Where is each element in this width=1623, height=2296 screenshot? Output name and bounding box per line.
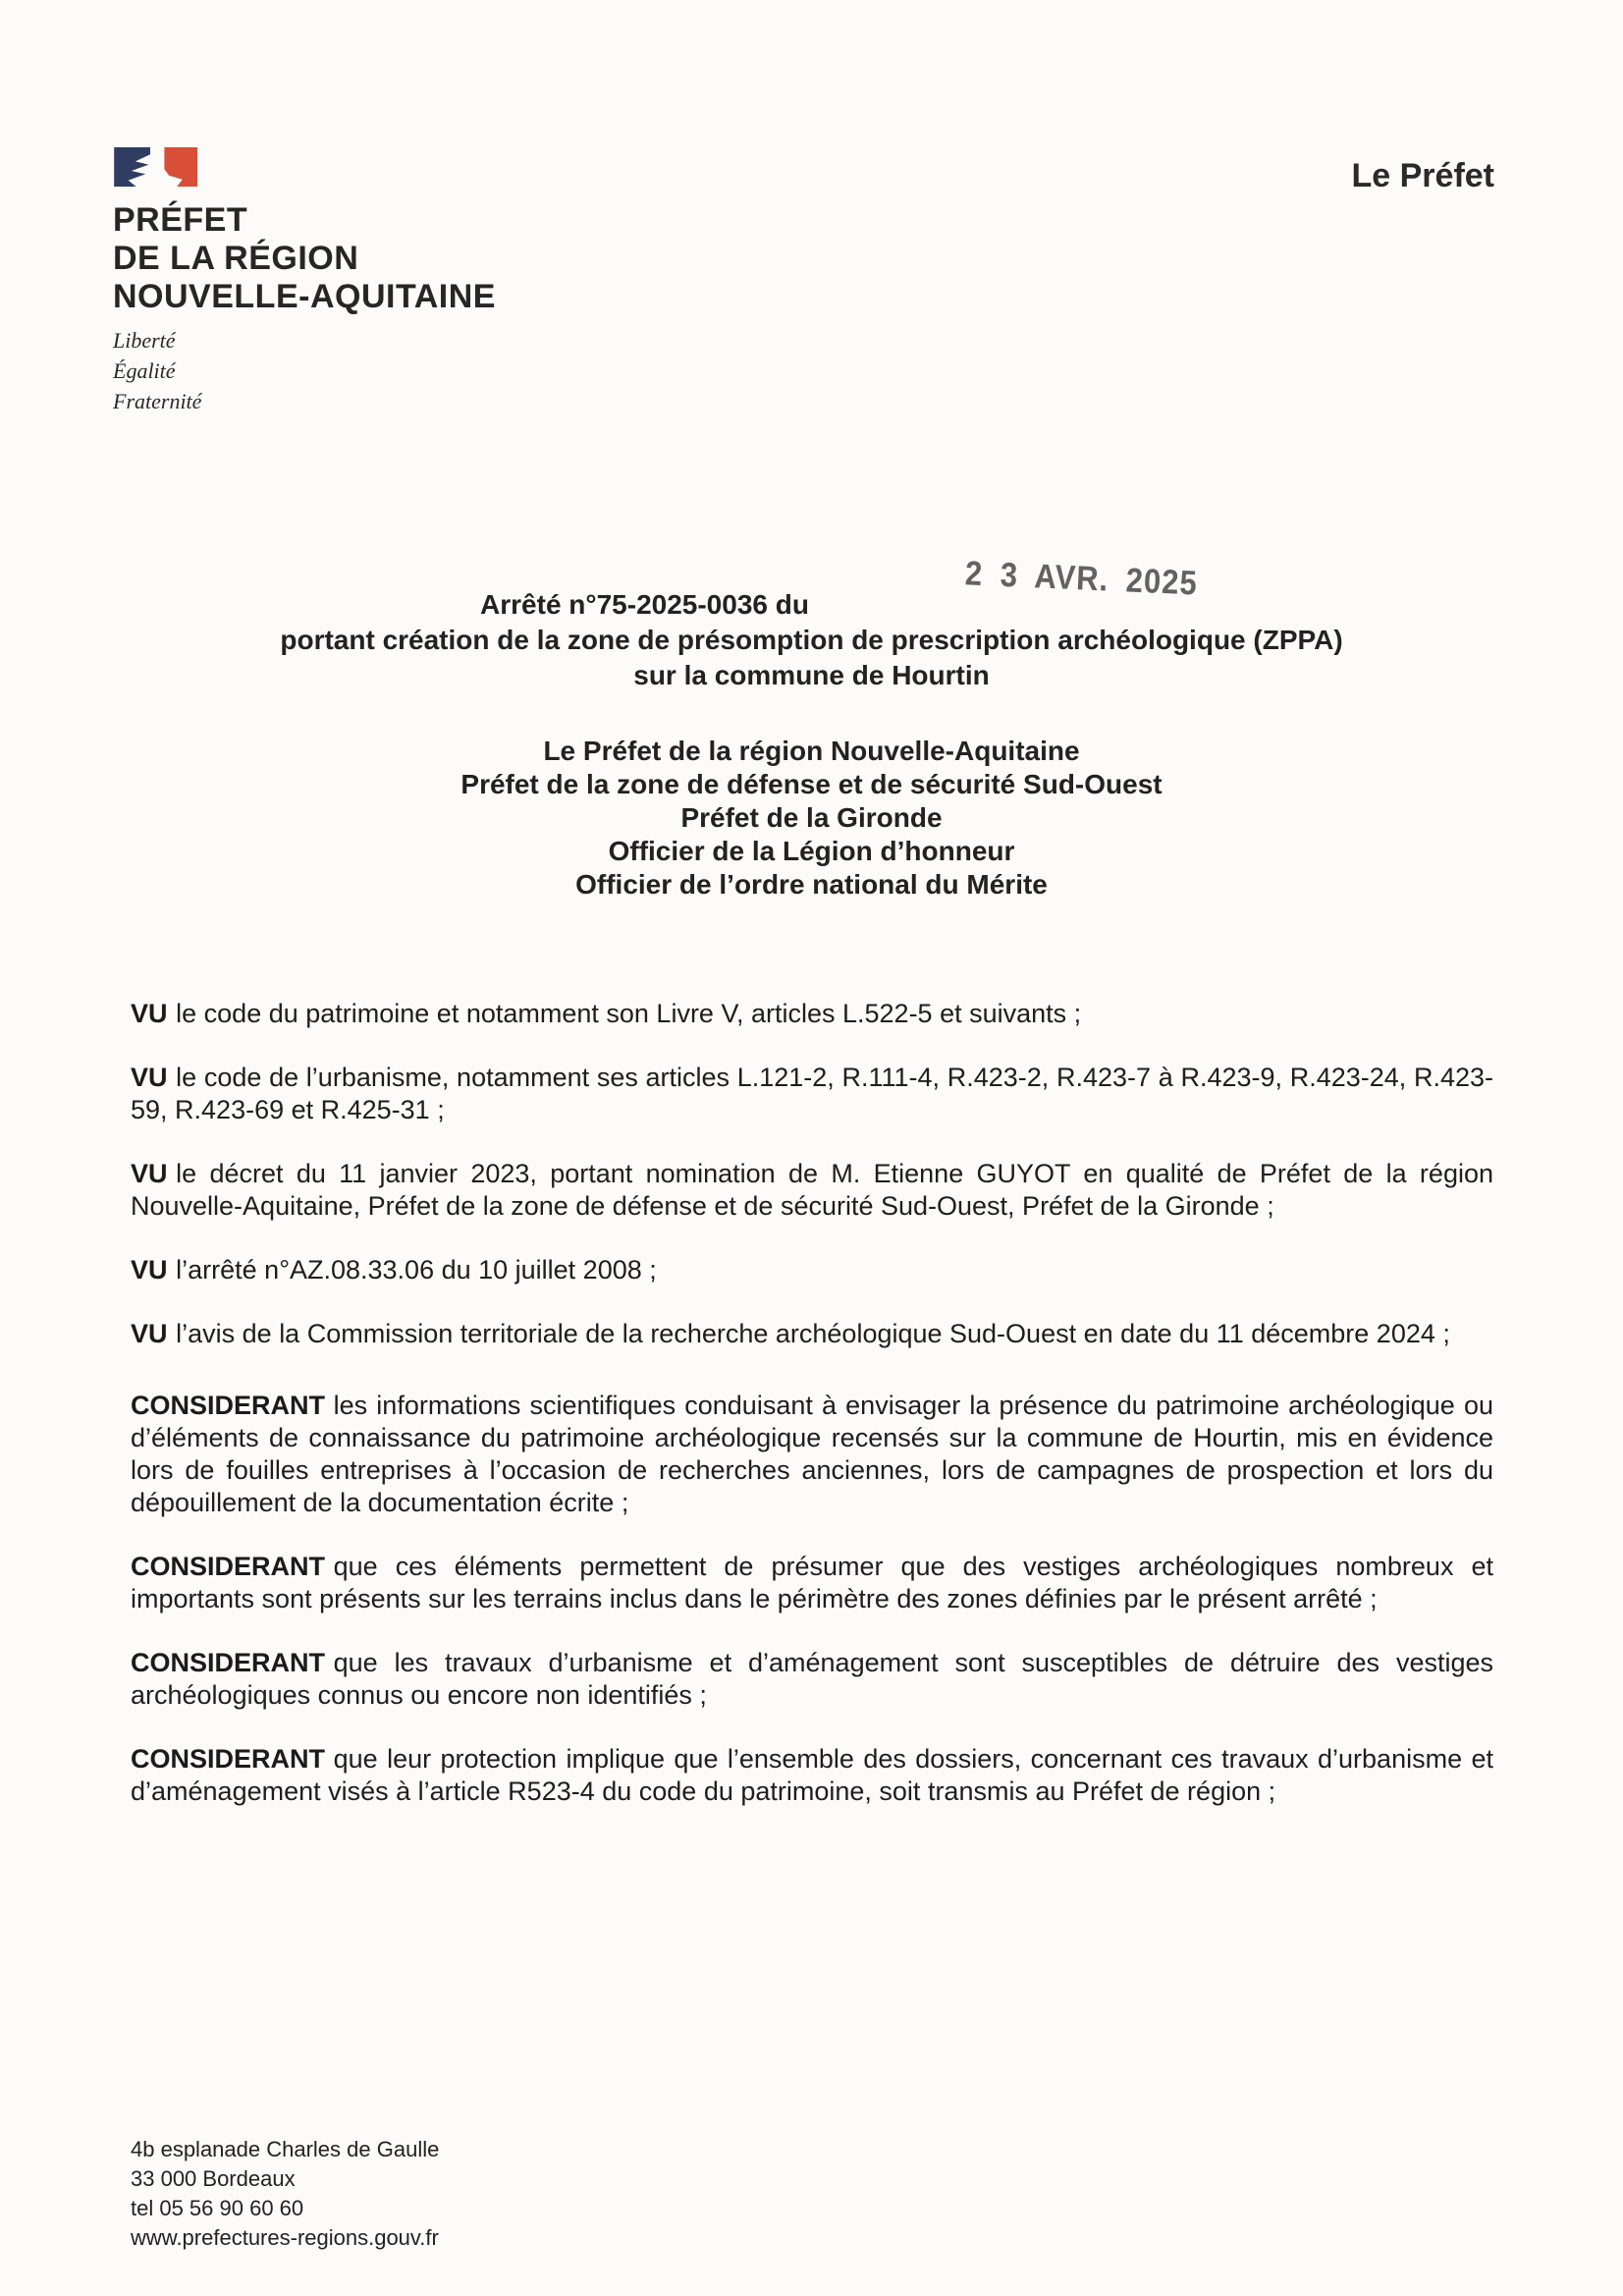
paragraph-lead: CONSIDERANT (131, 1744, 326, 1774)
paragraph (131, 1743, 1493, 1808)
paragraph-text: que les travaux d’urbanisme et d’aménagement sont susceptibles de détruire des vestiges archéologiques connus ou encore non identifiés ; (131, 1648, 1493, 1710)
paragraph-text: que ces éléments permettent de présumer que des vestiges archéologiques nombreux et importants sont présents sur les terrains inclus dans le périmètre des zones définies par le présent arrêté ; (131, 1552, 1493, 1613)
paragraph-lead: VU (131, 1159, 168, 1188)
marianne-logo-blue-block (114, 147, 150, 187)
paragraph (131, 998, 1493, 1030)
motto-line: Liberté (113, 328, 176, 353)
decree-subject-line: portant création de la zone de présomption de prescription archéologique (ZPPA) (280, 625, 1343, 655)
institution-line: NOUVELLE-AQUITAINE (113, 278, 496, 315)
authority-line: Officier de l’ordre national du Mérite (575, 869, 1048, 900)
footer-address (131, 2135, 439, 2253)
paragraph-text: le code du patrimoine et notamment son Livre V, articles L.522-5 et suivants ; (176, 999, 1082, 1028)
decree-title (0, 587, 1623, 693)
paragraph-lead: CONSIDERANT (131, 1552, 326, 1581)
paragraph-lead: VU (131, 1255, 168, 1285)
paragraph-lead: VU (131, 1319, 168, 1348)
paragraph-text: l’arrêté n°AZ.08.33.06 du 10 juillet 2008 ; (176, 1255, 657, 1285)
footer-line: www.prefectures-regions.gouv.fr (131, 2225, 439, 2250)
decree-body (131, 998, 1493, 1839)
paragraph (131, 1254, 1493, 1286)
authority-line: Le Préfet de la région Nouvelle-Aquitaine (543, 736, 1080, 766)
paragraph (131, 1318, 1493, 1350)
paragraph-text: que leur protection implique que l’ensemble des dossiers, concernant ces travaux d’urbanisme et d’aménagement visés à l’article R523-4 du code du patrimoine, soit transmis au Préfet de région ; (131, 1744, 1493, 1806)
footer-line: 4b esplanade Charles de Gaulle (131, 2137, 440, 2161)
institution-line: DE LA RÉGION (113, 240, 359, 277)
institution-line: PRÉFET (113, 201, 248, 239)
authority-titles (0, 735, 1623, 902)
paragraph (131, 1647, 1493, 1712)
date-stamp: 2 3 AVR. 2025 (964, 553, 1199, 603)
institution-name (113, 201, 496, 316)
paragraph (131, 1390, 1493, 1519)
letterhead (113, 147, 496, 416)
decree-commune-line: sur la commune de Hourtin (633, 660, 990, 690)
decree-number-line: Arrêté n°75-2025-0036 du (480, 589, 809, 620)
paragraph-text: le décret du 11 janvier 2023, portant nomination de M. Etienne GUYOT en qualité de Préfet de la région Nouvelle-Aquitaine, Préfet de la zone de défense et de sécurité Sud-Ouest, Préfet de la Gironde ; (131, 1159, 1493, 1221)
paragraph (131, 1062, 1493, 1126)
authority-line: Préfet de la Gironde (680, 802, 943, 833)
paragraph-lead: CONSIDERANT (131, 1391, 326, 1420)
authority-line: Préfet de la zone de défense et de sécurité Sud-Ouest (460, 769, 1163, 799)
paragraph-text: les informations scientifiques conduisant à envisager la présence du patrimoine archéologique ou d’éléments de connaissance du patrimoine archéologique recensés sur la commune de Hourtin, mis en évidence lors de fouilles entreprises à l’occasion de recherches anciennes, lors de campagnes de prospection et lors du dépouillement de la documentation écrite ; (131, 1391, 1493, 1517)
motto-line: Fraternité (113, 389, 202, 413)
corner-role-title: Le Préfet (1351, 157, 1494, 194)
authority-line: Officier de la Légion d’honneur (608, 836, 1015, 866)
paragraph (131, 1158, 1493, 1223)
marianne-logo-red-block (164, 147, 197, 187)
motto-line: Égalité (113, 358, 176, 383)
footer-line: 33 000 Bordeaux (131, 2166, 296, 2191)
paragraph-text: l’avis de la Commission territoriale de la recherche archéologique Sud-Ouest en date du 11 décembre 2024 ; (176, 1319, 1450, 1348)
paragraph-lead: VU (131, 999, 168, 1028)
paragraph-text: le code de l’urbanisme, notamment ses articles L.121-2, R.111-4, R.423-2, R.423-7 à R.423-9, R.423-24, R.423-59, R.423-69 et R.425-31 ; (131, 1063, 1493, 1124)
paragraph-lead: VU (131, 1063, 168, 1092)
republic-motto (113, 325, 496, 416)
marianne-logo (113, 147, 203, 187)
footer-line: tel 05 56 90 60 60 (131, 2196, 304, 2220)
paragraph (131, 1551, 1493, 1615)
paragraph-lead: CONSIDERANT (131, 1648, 326, 1677)
